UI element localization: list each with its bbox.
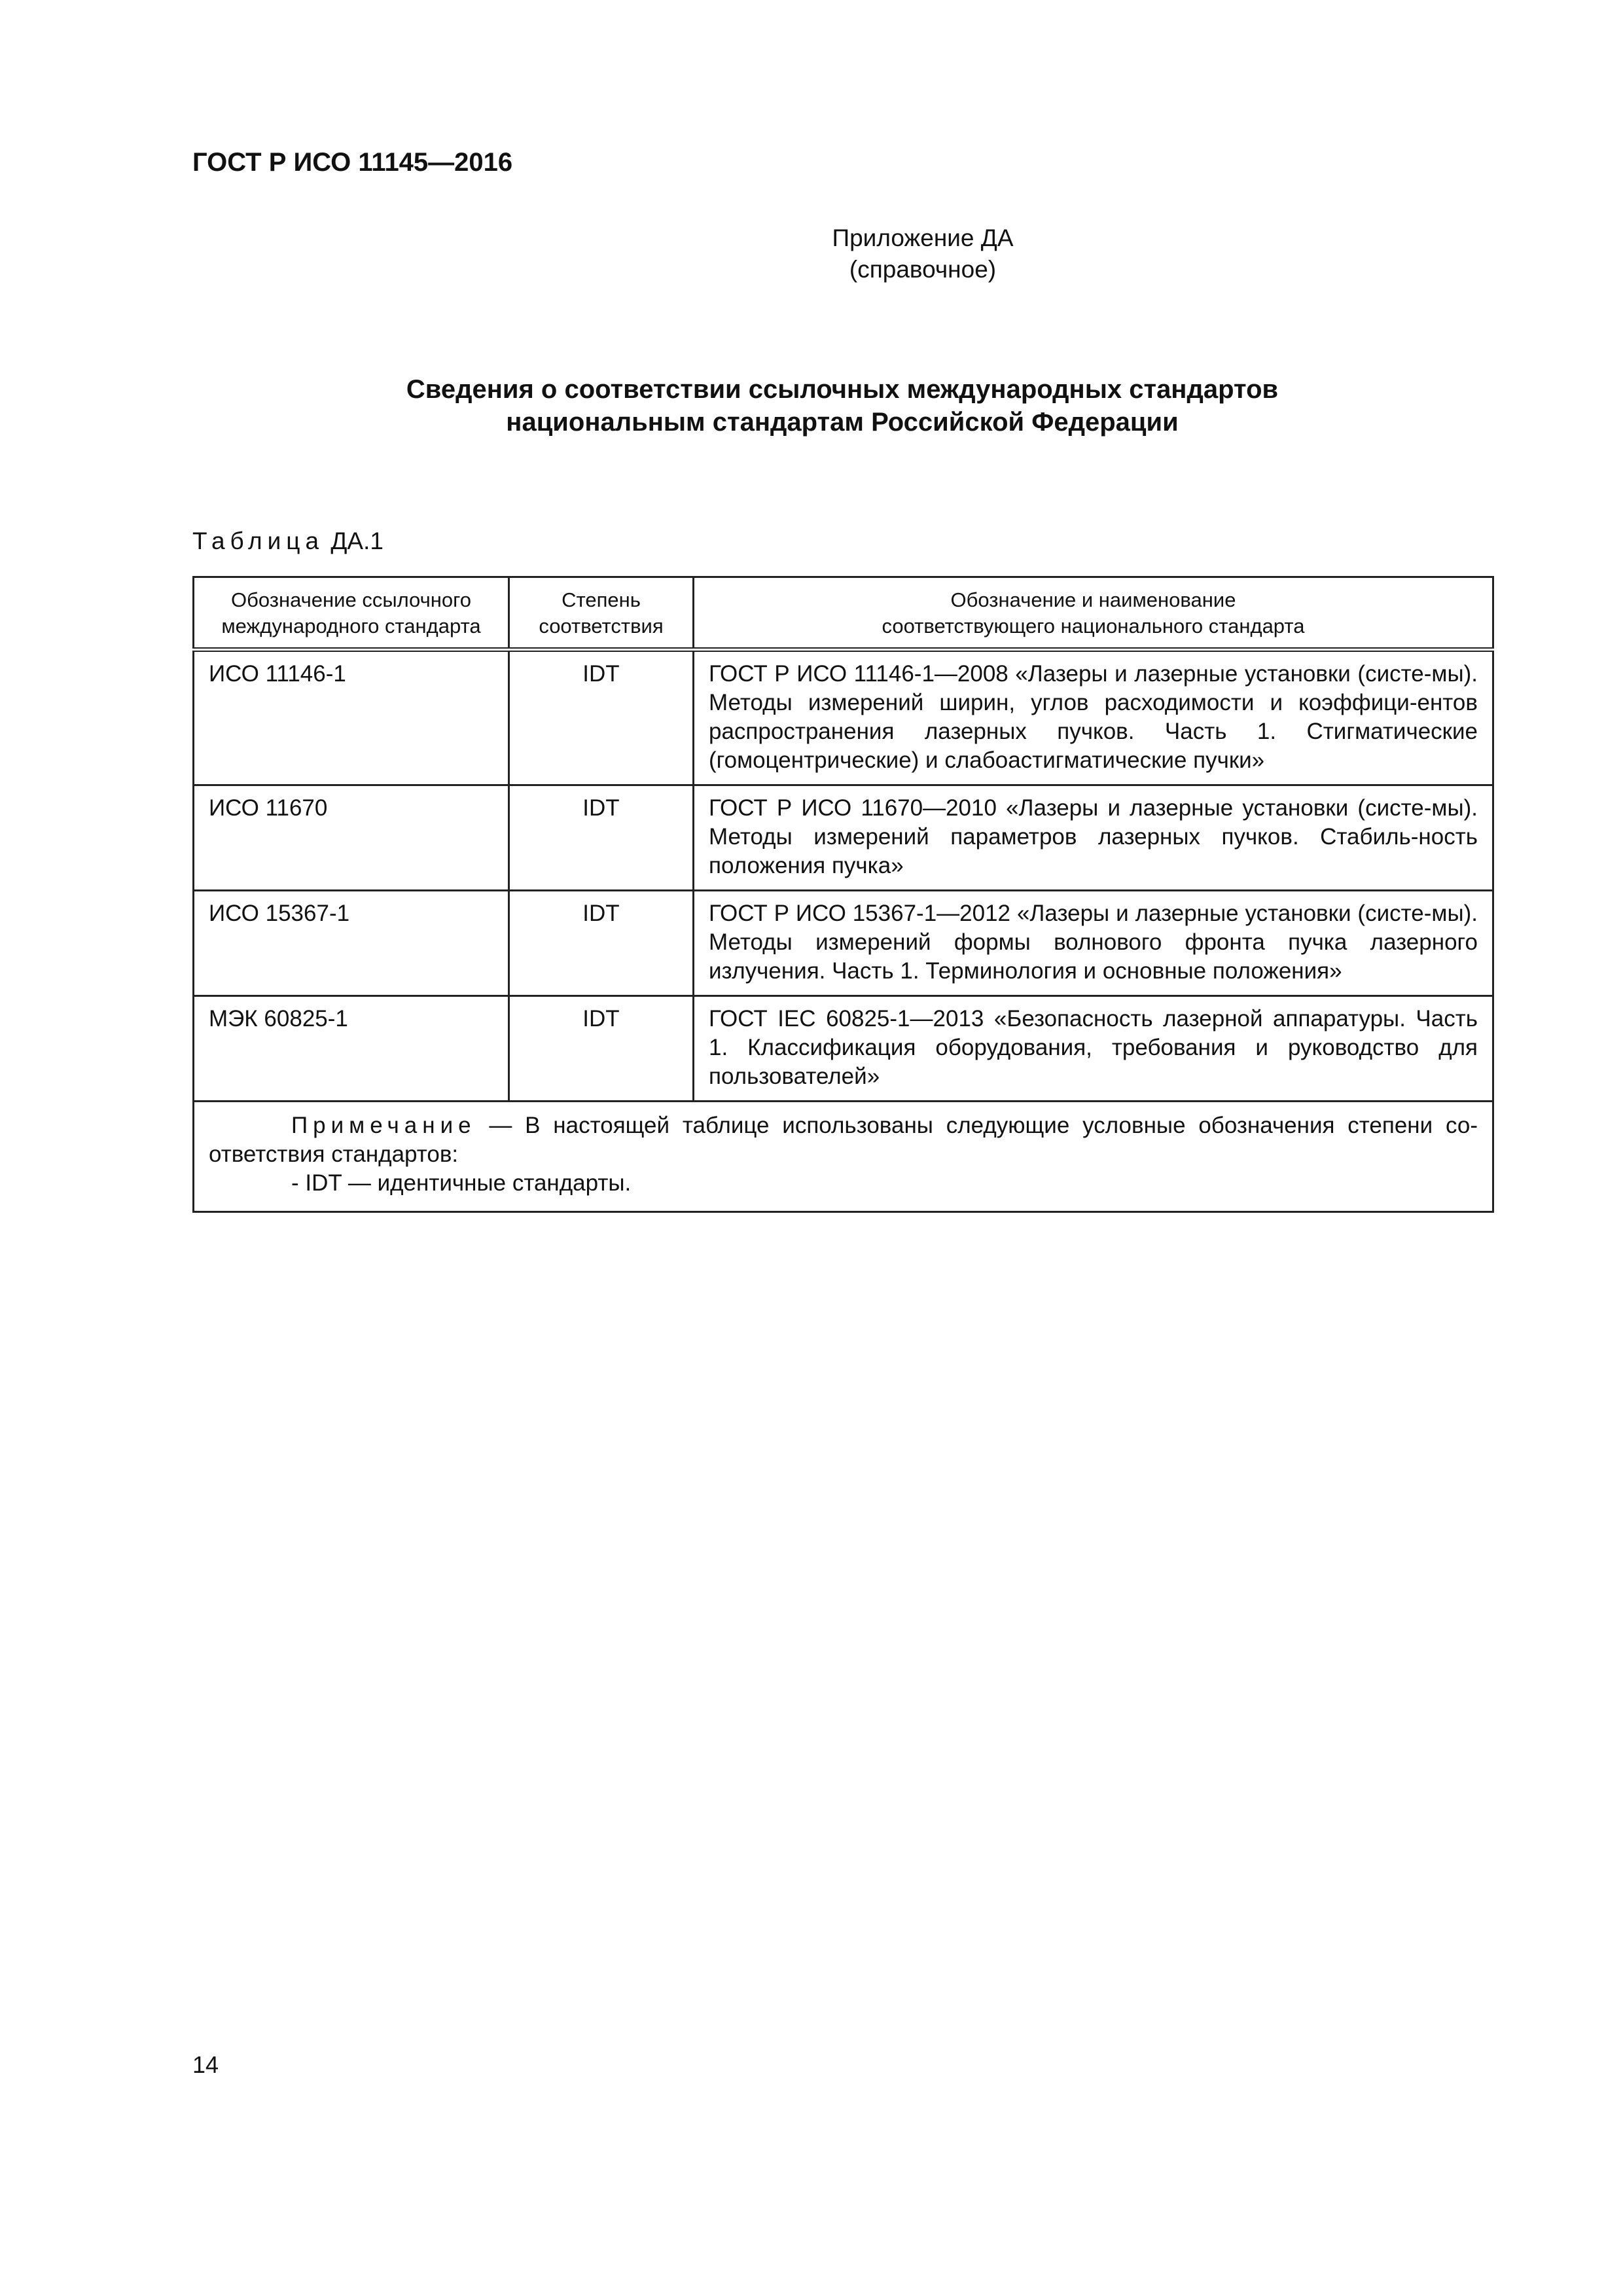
cell-intl-standard: МЭК 60825-1 (194, 996, 509, 1102)
cell-national-standard: ГОСТ IEC 60825-1—2013 «Безопасность лазерной аппаратуры. Часть 1. Классификация оборудования, требования и руководство для пользователей» (694, 996, 1493, 1102)
cell-national-standard: ГОСТ Р ИСО 11670—2010 «Лазеры и лазерные установки (систе-мы). Методы измерений параметров лазерных пучков. Стабиль-ность положения пучка» (694, 785, 1493, 891)
table-note (194, 1102, 1493, 1212)
annex-title-line2: национальным стандартам Российской Федерации (506, 408, 1179, 437)
annex-title (192, 373, 1492, 439)
header-degree-line2: соответствия (539, 615, 664, 637)
table-row (194, 996, 1493, 1102)
annex-label: Приложение ДА (832, 224, 1014, 251)
table-caption-word: Таблица (192, 528, 325, 554)
annex-title-line1: Сведения о соответствии ссылочных международных стандартов (406, 375, 1279, 404)
table-caption (192, 528, 383, 555)
note-body: — В настоящей таблице использованы следующие условные обозначения степени со-ответствия стандартов: (209, 1113, 1478, 1167)
cell-national-standard: ГОСТ Р ИСО 15367-1—2012 «Лазеры и лазерные установки (систе-мы). Методы измерений формы волнового фронта пучка лазерного излучения. Часть 1. Терминология и основные положения» (694, 891, 1493, 996)
correspondence-table (192, 576, 1494, 1213)
cell-degree: IDT (509, 650, 694, 785)
page-number: 14 (192, 2051, 219, 2078)
document-code: ГОСТ Р ИСО 11145—2016 (192, 148, 513, 177)
note-text (209, 1111, 1478, 1169)
table-header-row (194, 577, 1493, 650)
header-national-standard (694, 577, 1493, 650)
cell-intl-standard: ИСО 11670 (194, 785, 509, 891)
cell-degree: IDT (509, 996, 694, 1102)
annex-status: (справочное) (849, 256, 997, 283)
header-national-line1: Обозначение и наименование (950, 588, 1236, 611)
table-row (194, 891, 1493, 996)
header-degree-line1: Степень (562, 588, 641, 611)
cell-national-standard: ГОСТ Р ИСО 11146-1—2008 «Лазеры и лазерные установки (систе-мы). Методы измерений ширин, углов расходимости и коэффици-ентов распространения лазерных пучков. Часть 1. Стигматические (гомоцентрические) и слабоастигматические пучки» (694, 650, 1493, 785)
annex-heading (0, 223, 1623, 285)
table-row (194, 785, 1493, 891)
note-label: Примечание (291, 1113, 476, 1138)
header-intl-line2: международного стандарта (221, 615, 481, 637)
header-degree (509, 577, 694, 650)
cell-degree: IDT (509, 891, 694, 996)
header-national-line2: соответствующего национального стандарта (882, 615, 1305, 637)
cell-intl-standard: ИСО 11146-1 (194, 650, 509, 785)
table-caption-number: ДА.1 (330, 528, 383, 554)
table-row (194, 650, 1493, 785)
header-intl-line1: Обозначение ссылочного (231, 588, 471, 611)
header-intl-standard (194, 577, 509, 650)
cell-degree: IDT (509, 785, 694, 891)
note-item: - IDT — идентичные стандарты. (291, 1170, 632, 1196)
cell-intl-standard: ИСО 15367-1 (194, 891, 509, 996)
table-note-row (194, 1102, 1493, 1212)
